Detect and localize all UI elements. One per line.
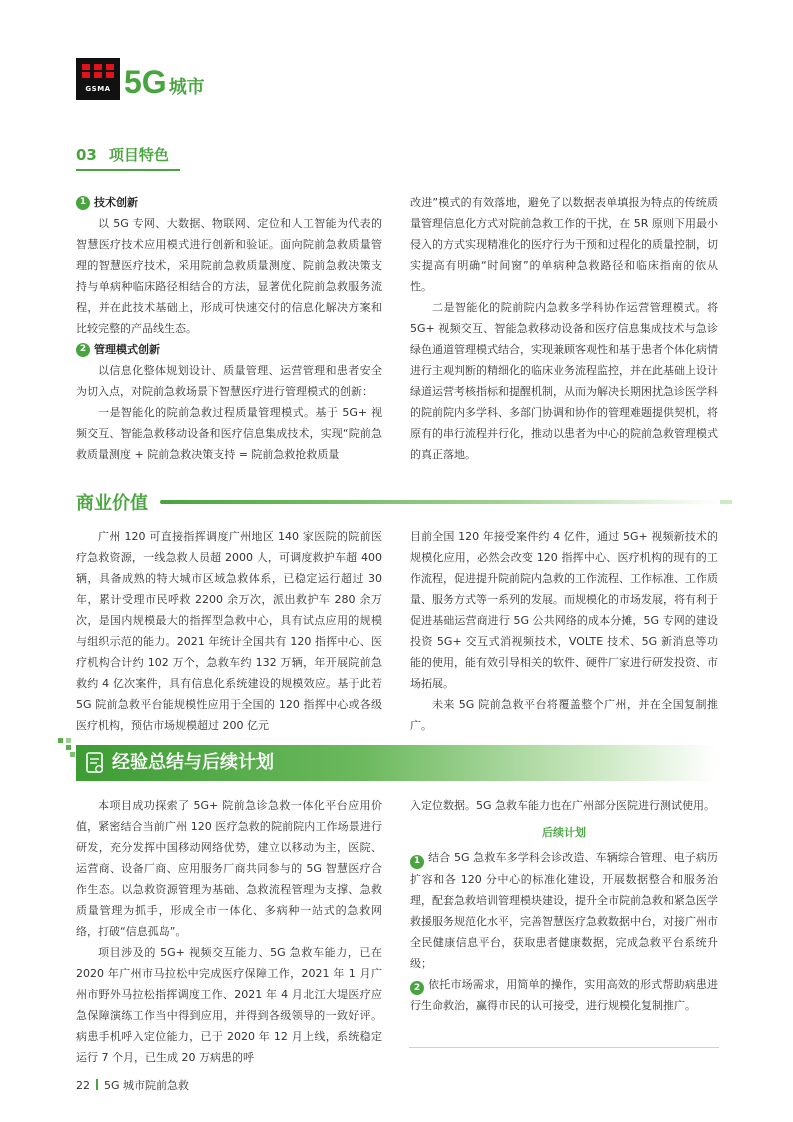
business-title-rule [160, 500, 720, 504]
column-end-rule [409, 1047, 719, 1048]
summary-title: 经验总结与后续计划 [112, 752, 274, 773]
features-right-column [410, 192, 718, 465]
number-badge: 1 [410, 855, 424, 869]
decor-square [66, 738, 71, 743]
mgmt-heading [76, 339, 382, 360]
section-underline [76, 169, 180, 171]
decor-square [58, 738, 63, 743]
brand-5g: 5G [124, 64, 167, 100]
mgmt-paragraph-3: 二是智能化的院前院内急救多学科协作运营管理模式。将 5G+ 视频交互、智能急救移动设备和医疗信息集成技术与急诊绿色通道管理模式结合，实现兼顾客观性和基于患者个体化病情进行主观判断的精细化的临床业务流程监控，并在此基础上设计绿道运营考核指标和提醒机制，从而为解决长期困扰急诊医学科的院前院内多学科、多部门协调和协作的管理难题提供契机，将原有的串行流程并行化，推动以患者为中心的院前急救管理模式的真正落地。 [410, 301, 718, 461]
footer-divider [96, 1079, 98, 1090]
gsma-logo [76, 58, 120, 100]
brand-city: 城市 [168, 77, 205, 98]
features-left-column [76, 192, 382, 465]
plan-item-1 [410, 847, 718, 974]
plan-item-2-text: 依托市场需求，用简单的操作，实用高效的形式帮助病患进行生命救治，赢得市民的认可接受，进行规模化复制推广。 [410, 977, 718, 1012]
gsma-label: GSMA [85, 85, 111, 93]
document-icon [84, 751, 106, 775]
mgmt-paragraph-2-cont: 改进”模式的有效落地，避免了以数据表单填报为特点的传统质量管理信息化方式对院前急救工作的干扰，在 5R 原则下用最小侵入的方式实现精准化的医疗行为干预和过程化的质量控制，切实提高有明确“时间窗”的单病种急救路径和临床指南的依从性。 [410, 196, 718, 293]
decor-square [66, 745, 71, 750]
summary-left-paragraph-2: 项目涉及的 5G+ 视频交互能力、5G 急救车能力，已在 2020 年广州市马拉松中完成医疗保障工作，2021 年 1 月广州市野外马拉松指挥调度工作、2021 年 4 月北江大堤医疗应急保障演练工作当中得到应用，并得到各级领导的一致好评。病患手机呼入定位能力，已于 2020 年 12 月上线，系统稳定运行 7 个月，已生成 20 万病患的呼 [76, 946, 382, 1064]
tech-heading [76, 192, 382, 213]
number-badge: 2 [410, 981, 424, 995]
gsma-dots-icon [82, 64, 114, 84]
footer-title: 5G 城市院前急救 [104, 1079, 190, 1092]
number-badge: 1 [76, 196, 90, 210]
business-right-paragraph-1: 目前全国 120 年接受案件约 4 亿件，通过 5G+ 视频新技术的规模化应用，必然会改变 120 指挥中心、医疗机构的现有的工作流程，促进提升院前院内急救的工作流程、工作标准、工作质量、服务方式等一系列的发展。而规模化的市场发展，将有利于促进基础运营商进行 5G 公共网络的成本分摊，5G 专网的建设投资 5G+ 交互式消视频技术，VOLTE 技术、5G 新消息等功能的使用，能有效引导相关的软件、硬件厂家进行研发投资、市场拓展。 [410, 530, 718, 690]
tech-heading-text: 技术创新 [94, 196, 138, 209]
mgmt-paragraph-2: 一是智能化的院前急救过程质量管理模式。基于 5G+ 视频交互、智能急救移动设备和医疗信息集成技术，实现“院前急救质量测度 + 院前急救决策支持 = 院前急救抢救质量 [76, 406, 382, 461]
plan-heading: 后续计划 [542, 826, 586, 839]
business-right-paragraph-2: 未来 5G 院前急救平台将覆盖整个广州，并在全国复制推广。 [410, 698, 718, 732]
business-left-column [76, 526, 382, 736]
mgmt-paragraph-1: 以信息化整体规划设计、质量管理、运营管理和患者安全为切入点，对院前急救场景下智慧医疗进行管理模式的创新： [76, 364, 382, 398]
plan-item-1-text: 结合 5G 急救车多学科会诊改造、车辆综合管理、电子病历扩容和各 120 分中心的标准化建设，开展数据整合和服务治理，配套急救培训管理模块建设，提升全市院前急救和紧急医学救援服务规范化水平，完善智慧医疗急救数据中台，对接广州市全民健康信息平台，获取患者健康数据，完成急救平台系统升级； [410, 851, 718, 970]
page-number: 22 [76, 1079, 90, 1092]
business-title-rule-end [720, 500, 732, 504]
decor-square [70, 752, 75, 757]
section-title: 项目特色 [108, 146, 169, 164]
business-right-column [410, 526, 718, 736]
summary-left-column [76, 795, 382, 1068]
brand-title [124, 62, 205, 102]
page-footer [76, 1077, 189, 1093]
business-title: 商业价值 [76, 493, 148, 514]
tech-paragraph: 以 5G 专网、大数据、物联网、定位和人工智能为代表的智慧医疗技术应用模式进行创新和验证。面向院前急救质量管理的智慧医疗技术，采用院前急救质量测度、院前急救决策支持与单病种临床路径相结合的方法，显著优化院前急救服务流程，并在此技术基础上，形成可快速交付的信息化解决方案和比较完整的产品线生态。 [76, 217, 382, 335]
section-number: 03 [76, 146, 97, 164]
summary-left-paragraph-1: 本项目成功探索了 5G+ 院前急诊急救一体化平台应用价值，紧密结合当前广州 120 医疗急救的院前院内工作场景进行研发，充分发挥中国移动网络优势，建立以移动为主，医院、运营商、设备厂商、应用服务厂商共同参与的 5G 智慧医疗合作生态。以急救资源管理为基础、急救流程管理为支撑、急救质量管理为抓手，形成全市一体化、多病种一站式的急救网络，打破“信息孤岛”。 [76, 799, 382, 938]
plan-item-2 [410, 974, 718, 1017]
mgmt-heading-text: 管理模式创新 [94, 343, 160, 356]
number-badge: 2 [76, 343, 90, 357]
business-left-paragraph: 广州 120 可直接指挥调度广州地区 140 家医院的院前医疗急救资源，一线急救人员超 2000 人，可调度救护车超 400 辆，具备成熟的特大城市区域急救体系，已稳定运行超过 30 年，累计受理市民呼救 2200 余万次，派出救护车 280 余万次，是国内规模最大的指挥型急救中心，具有试点应用的规模与组织示范的能力。2021 年统计全国共有 120 指挥中心、医疗机构合计约 102 万个，急救车约 132 万辆，年开展院前急救约 4 亿次案件，具有信息化系统建设的规模效应。基于此若 5G 院前急救平台能规模性应用于全国的 120 指挥中心或各级医疗机构，预估市场规模超过 200 亿元 [76, 530, 382, 732]
section-heading [76, 144, 169, 165]
summary-right-paragraph: 入定位数据。5G 急救车能力也在广州部分医院进行测试使用。 [410, 799, 716, 812]
summary-right-column [410, 795, 718, 1016]
